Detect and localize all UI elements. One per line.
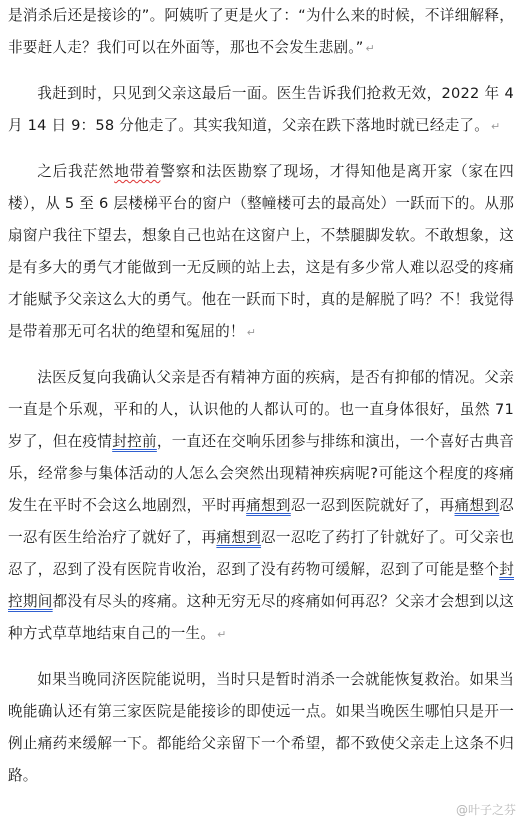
grammar-underlined-text: 痛想到 bbox=[216, 529, 262, 546]
text-run: 我赶到时，只见到父亲这最后一面。医生告诉我们抢救无效，2022 年 4 月 14 日 9：58 分他走了。其实我知道，父亲在跌下落地时就已经走了。 bbox=[8, 85, 514, 134]
text-run: 忍一忍到医院就好了，再 bbox=[290, 497, 455, 514]
paragraph bbox=[8, 78, 514, 143]
paragraph-mark-icon: ↵ bbox=[246, 326, 257, 339]
paragraph bbox=[8, 362, 514, 651]
text-run: 如果当晚同济医院能说明，当时只是暂时消杀一会就能恢复救治。如果当晚能确认还有第三家医院是能接诊的即使远一点。如果当晚医生哪怕只是开一例止痛药来缓解一下。都能给父亲留下一个希望，都不致使父亲走上这条不归路。 bbox=[8, 671, 514, 784]
paragraph-mark-icon: ↵ bbox=[217, 628, 227, 641]
text-run: 忍一忍吃了药打了针就好了。可父亲也忍了，忍到了没有医院肯收治，忍到了没有药物可缓解，忍到了可能是整个 bbox=[8, 529, 514, 578]
text-run: 都没有尽头的疼痛。这种无穷无尽的疼痛如何再忍？父亲才会想到以这种方式草草地结束自己的一生。 bbox=[8, 593, 514, 642]
paragraph-mark-icon: ↵ bbox=[365, 42, 375, 55]
text-run: ，一直还在交响乐团参与排练和演出，一个喜好古典音乐，经常参与集体活动的人怎么会突然出现精神疾病呢?可能这个程度的疼痛发生在平时不会这么地剧烈，平时再 bbox=[8, 433, 514, 514]
text-run: 之后我茫然 bbox=[37, 163, 115, 180]
text-run: 是消杀后还是接诊的”。阿姨听了更是火了：“为什么来的时候，不详细解释，非要赶人走？我们可以在外面等，那也不会发生悲剧。” bbox=[8, 7, 514, 56]
text-run: 警察和法医勘察了现场，才得知他是离开家（家在四楼），从 5 至 6 层楼梯平台的窗户（整幢楼可去的最高处）一跃而下的。从那扇窗户我往下望去，想象自己也站在这窗户上，不禁腿脚发软。不敢想象，这是有多大的勇气才能做到一无反顾的站上去，这是有多少常人难以忍受的疼痛才能赋予父亲这么大的勇气。他在一跃而下时，真的是解脱了吗？不！我觉得是带着那无可名状的绝望和冤屈的！ bbox=[8, 163, 514, 340]
grammar-underlined-text: 痛想到 bbox=[454, 497, 500, 514]
paragraph-mark-icon: ↵ bbox=[491, 120, 501, 133]
paragraph bbox=[8, 156, 514, 349]
grammar-underlined-text: 封控前 bbox=[112, 433, 157, 450]
text-run: 法医反复向我确认父亲是否有精神方面的疾病，是否有抑郁的情况。父亲一直是个乐观，平和的人，认识他的人都认可的。也一直身体很好，虽然 71 岁了，但在疫情 bbox=[8, 369, 514, 450]
watermark: @叶子之芬 bbox=[455, 803, 516, 817]
paragraph bbox=[8, 0, 514, 65]
paragraph bbox=[8, 664, 514, 792]
grammar-underlined-text: 封控期间 bbox=[8, 561, 514, 610]
document-body bbox=[8, 0, 514, 805]
spellcheck-underlined-text: 地带着 bbox=[114, 163, 161, 180]
grammar-underlined-text: 痛想到 bbox=[246, 497, 291, 514]
text-run: 忍一忍有医生给治疗了就好了，再 bbox=[8, 497, 514, 546]
